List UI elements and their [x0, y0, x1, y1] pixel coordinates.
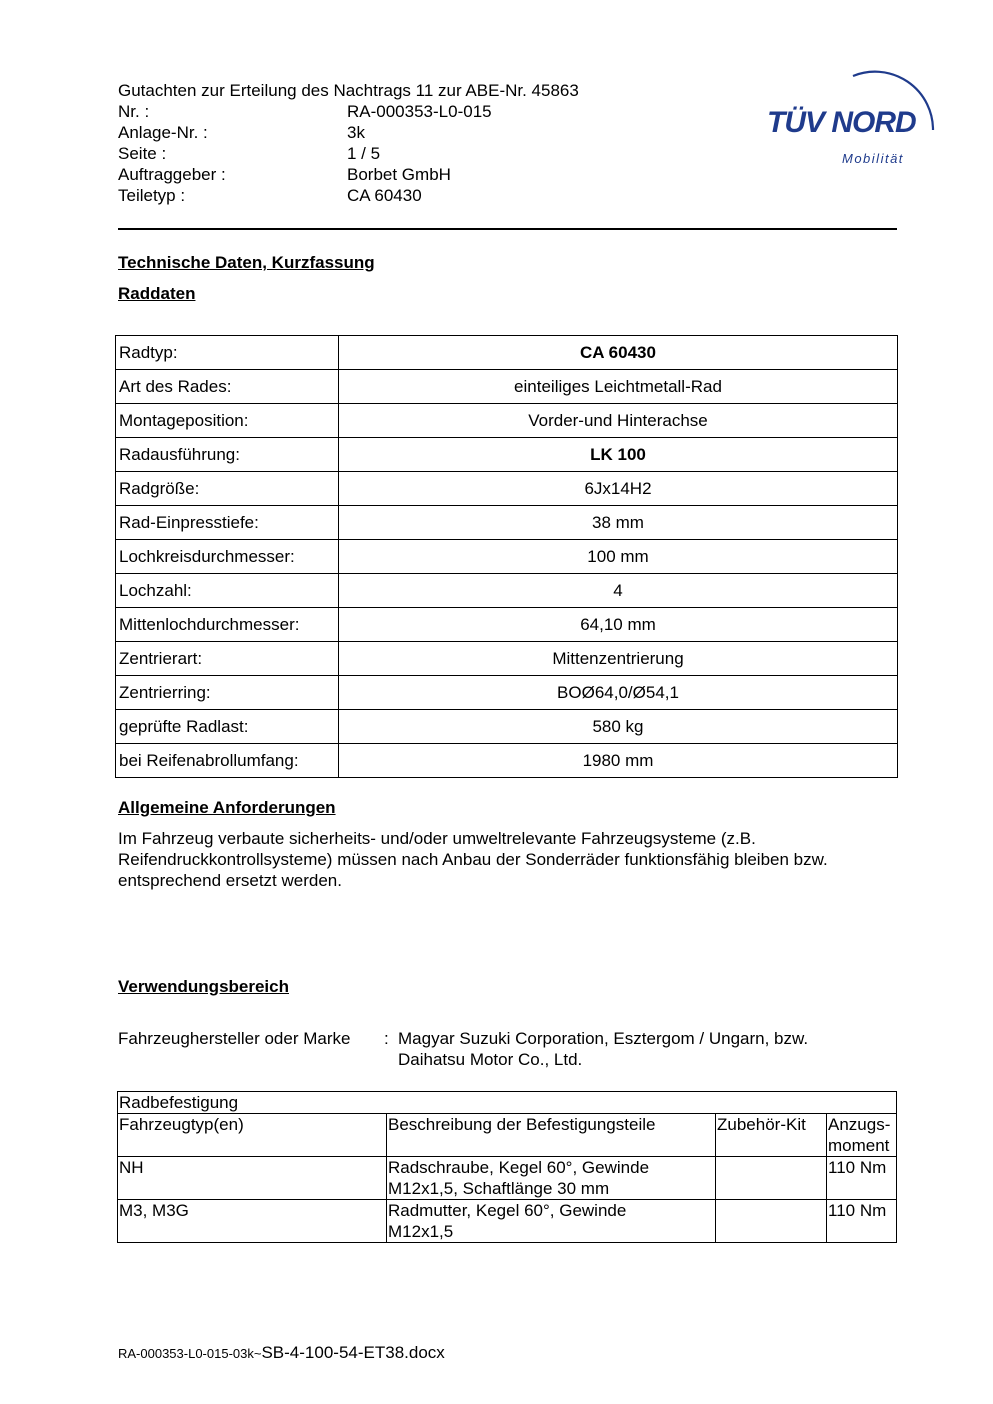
- table-row: [116, 404, 898, 438]
- row-label: Montageposition:: [116, 404, 339, 438]
- header-row-anlage: [118, 122, 678, 143]
- table-row: [116, 574, 898, 608]
- header-beschreibung: Beschreibung der Befestigungsteile: [387, 1114, 716, 1157]
- cell-kit: [716, 1200, 827, 1243]
- table-row: [116, 676, 898, 710]
- row-value: 100 mm: [339, 540, 898, 574]
- cell-moment: 110 Nm: [827, 1157, 897, 1200]
- cell-moment: 110 Nm: [827, 1200, 897, 1243]
- table-row: [116, 506, 898, 540]
- header-fahrzeugtyp: Fahrzeugtyp(en): [118, 1114, 387, 1157]
- section-raddaten: Raddaten: [118, 284, 196, 303]
- header-row-teiletyp: [118, 185, 678, 206]
- header-value: CA 60430: [347, 186, 422, 205]
- header-line: Anzugs-: [828, 1115, 891, 1134]
- table-row: [116, 370, 898, 404]
- header-value: 3k: [347, 123, 365, 142]
- cell-kit: [716, 1157, 827, 1200]
- section-allgemeine-anforderungen: Allgemeine Anforderungen: [118, 798, 336, 817]
- row-label: Lochzahl:: [116, 574, 339, 608]
- hersteller-value: [398, 1028, 878, 1070]
- document-header: [118, 80, 678, 206]
- row-label: Mittenlochdurchmesser:: [116, 608, 339, 642]
- row-value: 4: [339, 574, 898, 608]
- row-value: Vorder-und Hinterachse: [339, 404, 898, 438]
- row-value: LK 100: [339, 438, 898, 472]
- table-row: [116, 608, 898, 642]
- header-key: Seite :: [118, 144, 167, 163]
- table-row: [116, 744, 898, 778]
- row-label: geprüfte Radlast:: [116, 710, 339, 744]
- tuev-nord-logo: [765, 58, 940, 173]
- footer-doc-id: RA-000353-L0-015-03k~: [118, 1346, 262, 1361]
- logo-subtitle: Mobilität: [842, 151, 904, 166]
- header-value: Borbet GmbH: [347, 165, 451, 184]
- row-value: einteiliges Leichtmetall-Rad: [339, 370, 898, 404]
- page-footer: [118, 1343, 445, 1363]
- paragraph-line: Reifendruckkontrollsysteme) müssen nach Anbau der Sonderräder funktionsfähig bleiben bzw.: [118, 850, 828, 869]
- header-row-auftraggeber: [118, 164, 678, 185]
- row-value: 6Jx14H2: [339, 472, 898, 506]
- hersteller-line: Magyar Suzuki Corporation, Esztergom / Ungarn, bzw.: [398, 1029, 809, 1048]
- section-technische-daten: Technische Daten, Kurzfassung: [118, 253, 375, 272]
- paragraph-line: entsprechend ersetzt werden.: [118, 871, 342, 890]
- table-row: [116, 642, 898, 676]
- wheel-data-table: [115, 335, 898, 778]
- cell-line: M12x1,5: [388, 1222, 454, 1241]
- row-label: Art des Rades:: [116, 370, 339, 404]
- row-value: 1980 mm: [339, 744, 898, 778]
- row-value: 580 kg: [339, 710, 898, 744]
- header-value: 1 / 5: [347, 144, 381, 163]
- table-title-row: [118, 1092, 897, 1114]
- cell-line: Radmutter, Kegel 60°, Gewinde: [388, 1201, 627, 1220]
- header-zubehoer-kit: Zubehör-Kit: [716, 1114, 827, 1157]
- row-label: Radausführung:: [116, 438, 339, 472]
- cell-line: Radschraube, Kegel 60°, Gewinde: [388, 1158, 650, 1177]
- row-value: 38 mm: [339, 506, 898, 540]
- hersteller-row: [118, 1028, 878, 1070]
- cell-typ: M3, M3G: [118, 1200, 387, 1243]
- header-row-seite: [118, 143, 678, 164]
- row-label: Lochkreisdurchmesser:: [116, 540, 339, 574]
- row-label: Rad-Einpresstiefe:: [116, 506, 339, 540]
- header-row-nr: [118, 101, 678, 122]
- header-key: Auftraggeber :: [118, 165, 226, 184]
- header-divider: [118, 228, 897, 230]
- table-row: [116, 710, 898, 744]
- hersteller-colon: :: [384, 1029, 389, 1048]
- header-line: moment: [828, 1136, 890, 1155]
- table-row: [116, 540, 898, 574]
- row-label: Zentrierart:: [116, 642, 339, 676]
- table-row: [118, 1157, 897, 1200]
- table-title: Radbefestigung: [118, 1092, 897, 1114]
- header-key: Teiletyp :: [118, 186, 186, 205]
- row-value: BOØ64,0/Ø54,1: [339, 676, 898, 710]
- row-label: bei Reifenabrollumfang:: [116, 744, 339, 778]
- table-row: [116, 438, 898, 472]
- footer-filename: SB-4-100-54-ET38.docx: [261, 1343, 445, 1362]
- row-label: Radgröße:: [116, 472, 339, 506]
- hersteller-label: Fahrzeughersteller oder Marke: [118, 1029, 351, 1048]
- logo-brand: TÜV NORD: [767, 106, 916, 139]
- row-value: CA 60430: [339, 336, 898, 370]
- table-row: [118, 1200, 897, 1243]
- cell-line: M12x1,5, Schaftlänge 30 mm: [388, 1179, 610, 1198]
- paragraph-line: Im Fahrzeug verbaute sicherheits- und/oder umweltrelevante Fahrzeugsysteme (z.B.: [118, 829, 756, 848]
- header-key: Nr. :: [118, 102, 150, 121]
- row-label: Zentrierring:: [116, 676, 339, 710]
- header-title: Gutachten zur Erteilung des Nachtrags 11 zur ABE-Nr. 45863: [118, 81, 579, 100]
- hersteller-line: Daihatsu Motor Co., Ltd.: [398, 1050, 583, 1069]
- header-anzugsmoment: [827, 1114, 897, 1157]
- row-value: 64,10 mm: [339, 608, 898, 642]
- row-value: Mittenzentrierung: [339, 642, 898, 676]
- table-header-row: [118, 1114, 897, 1157]
- table-row: [116, 472, 898, 506]
- radbefestigung-table: [117, 1091, 897, 1243]
- section-verwendungsbereich: Verwendungsbereich: [118, 977, 289, 996]
- row-label: Radtyp:: [116, 336, 339, 370]
- allgemeine-paragraph: [118, 828, 898, 891]
- table-row: [116, 336, 898, 370]
- cell-beschreibung: [387, 1200, 716, 1243]
- cell-beschreibung: [387, 1157, 716, 1200]
- cell-typ: NH: [118, 1157, 387, 1200]
- header-value: RA-000353-L0-015: [347, 102, 492, 121]
- header-key: Anlage-Nr. :: [118, 123, 208, 142]
